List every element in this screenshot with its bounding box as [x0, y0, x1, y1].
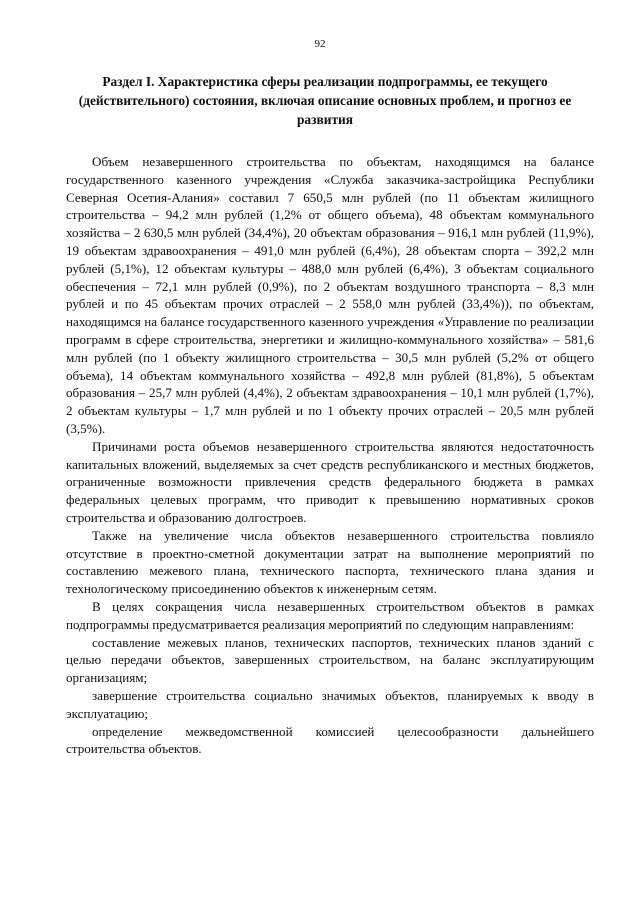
paragraph-measures-intro: В целях сокращения числа незавершенных строительством объектов в рамках подпрограммы предусматривается реализация мероприятий по следующим направлениям: [66, 598, 594, 632]
section-title: Раздел I. Характеристика сферы реализации подпрограммы, ее текущего (действительного) состояния, включая описание основных проблем, и прогноз ее развития [78, 74, 572, 127]
page-number: 92 [314, 38, 326, 50]
paragraph-unfinished-construction-volume: Объем незавершенного строительства по объектам, находящимся на балансе государственного казенного учреждения «Служба заказчика-застройщика Республики Северная Осетия-Алания» составил 7 650,5 млн рублей (по 11 объектам жилищного строительства – 94,2 млн рублей (1,2% от общего объема), 48 объектам коммунального хозяйства – 2 630,5 млн рублей (34,4%), 20 объектам образования – 916,1 млн рублей (11,9%), 19 объектам здравоохранения – 491,0 млн рублей (6,4%), 28 объектам спорта – 392,2 млн рублей (5,1%), 12 объектам культуры – 488,0 млн рублей (6,4%), 3 объектам социального обеспечения – 72,1 млн рублей (0,9%), по 2 объектам воздушного транспорта – 8,3 млн рублей и по 45 объектам прочих отраслей – 2 558,0 млн рублей (33,4%)), по объектам, находящимся на балансе государственного казенного учреждения «Управление по реализации программ в сфере строительства, энергетики и жилищно-коммунального хозяйства» – 581,6 млн рублей (по 1 объекту жилищного строительства – 30,5 млн рублей (5,2% от общего объема), 14 объектам коммунального хозяйства – 492,8 млн рублей (81,8%), 5 объектам образования – 25,7 млн рублей (4,4%), 2 объектам здравоохранения – 10,1 млн рублей (1,7%), 2 объектам культуры – 1,7 млн рублей и по 1 объекту прочих отраслей – 20,5 млн рублей (3,5%). [66, 154, 594, 436]
paragraph-measure-completion: завершение строительства социально значимых объектов, планируемых к вводу в эксплуатацию; [66, 687, 594, 721]
paragraph-growth-reasons: Причинами роста объемов незавершенного строительства являются недостаточность капитальных вложений, выделяемых за счет средств республиканского и местных бюджетов, ограниченные возможности привлечения средств федерального бюджета в рамках федеральных целевых программ, что приводит к превышению нормативных сроков строительства и образованию долгостроев. [66, 438, 594, 525]
body-text [66, 153, 594, 758]
paragraph-documentation-gaps: Также на увеличение числа объектов незавершенного строительства повлияло отсутствие в проектно-сметной документации затрат на выполнение мероприятий по составлению межевого плана, технического паспорта, технического плана здания и технологическому присоединению объектов к инженерным сетям. [66, 527, 594, 597]
paragraph-measure-surveying: составление межевых планов, технических паспортов, технических планов зданий с целью передачи объектов, завершенных строительством, на баланс эксплуатирующим организациям; [66, 634, 594, 686]
paragraph-measure-commission: определение межведомственной комиссией целесообразности дальнейшего строительства объектов. [66, 723, 594, 757]
